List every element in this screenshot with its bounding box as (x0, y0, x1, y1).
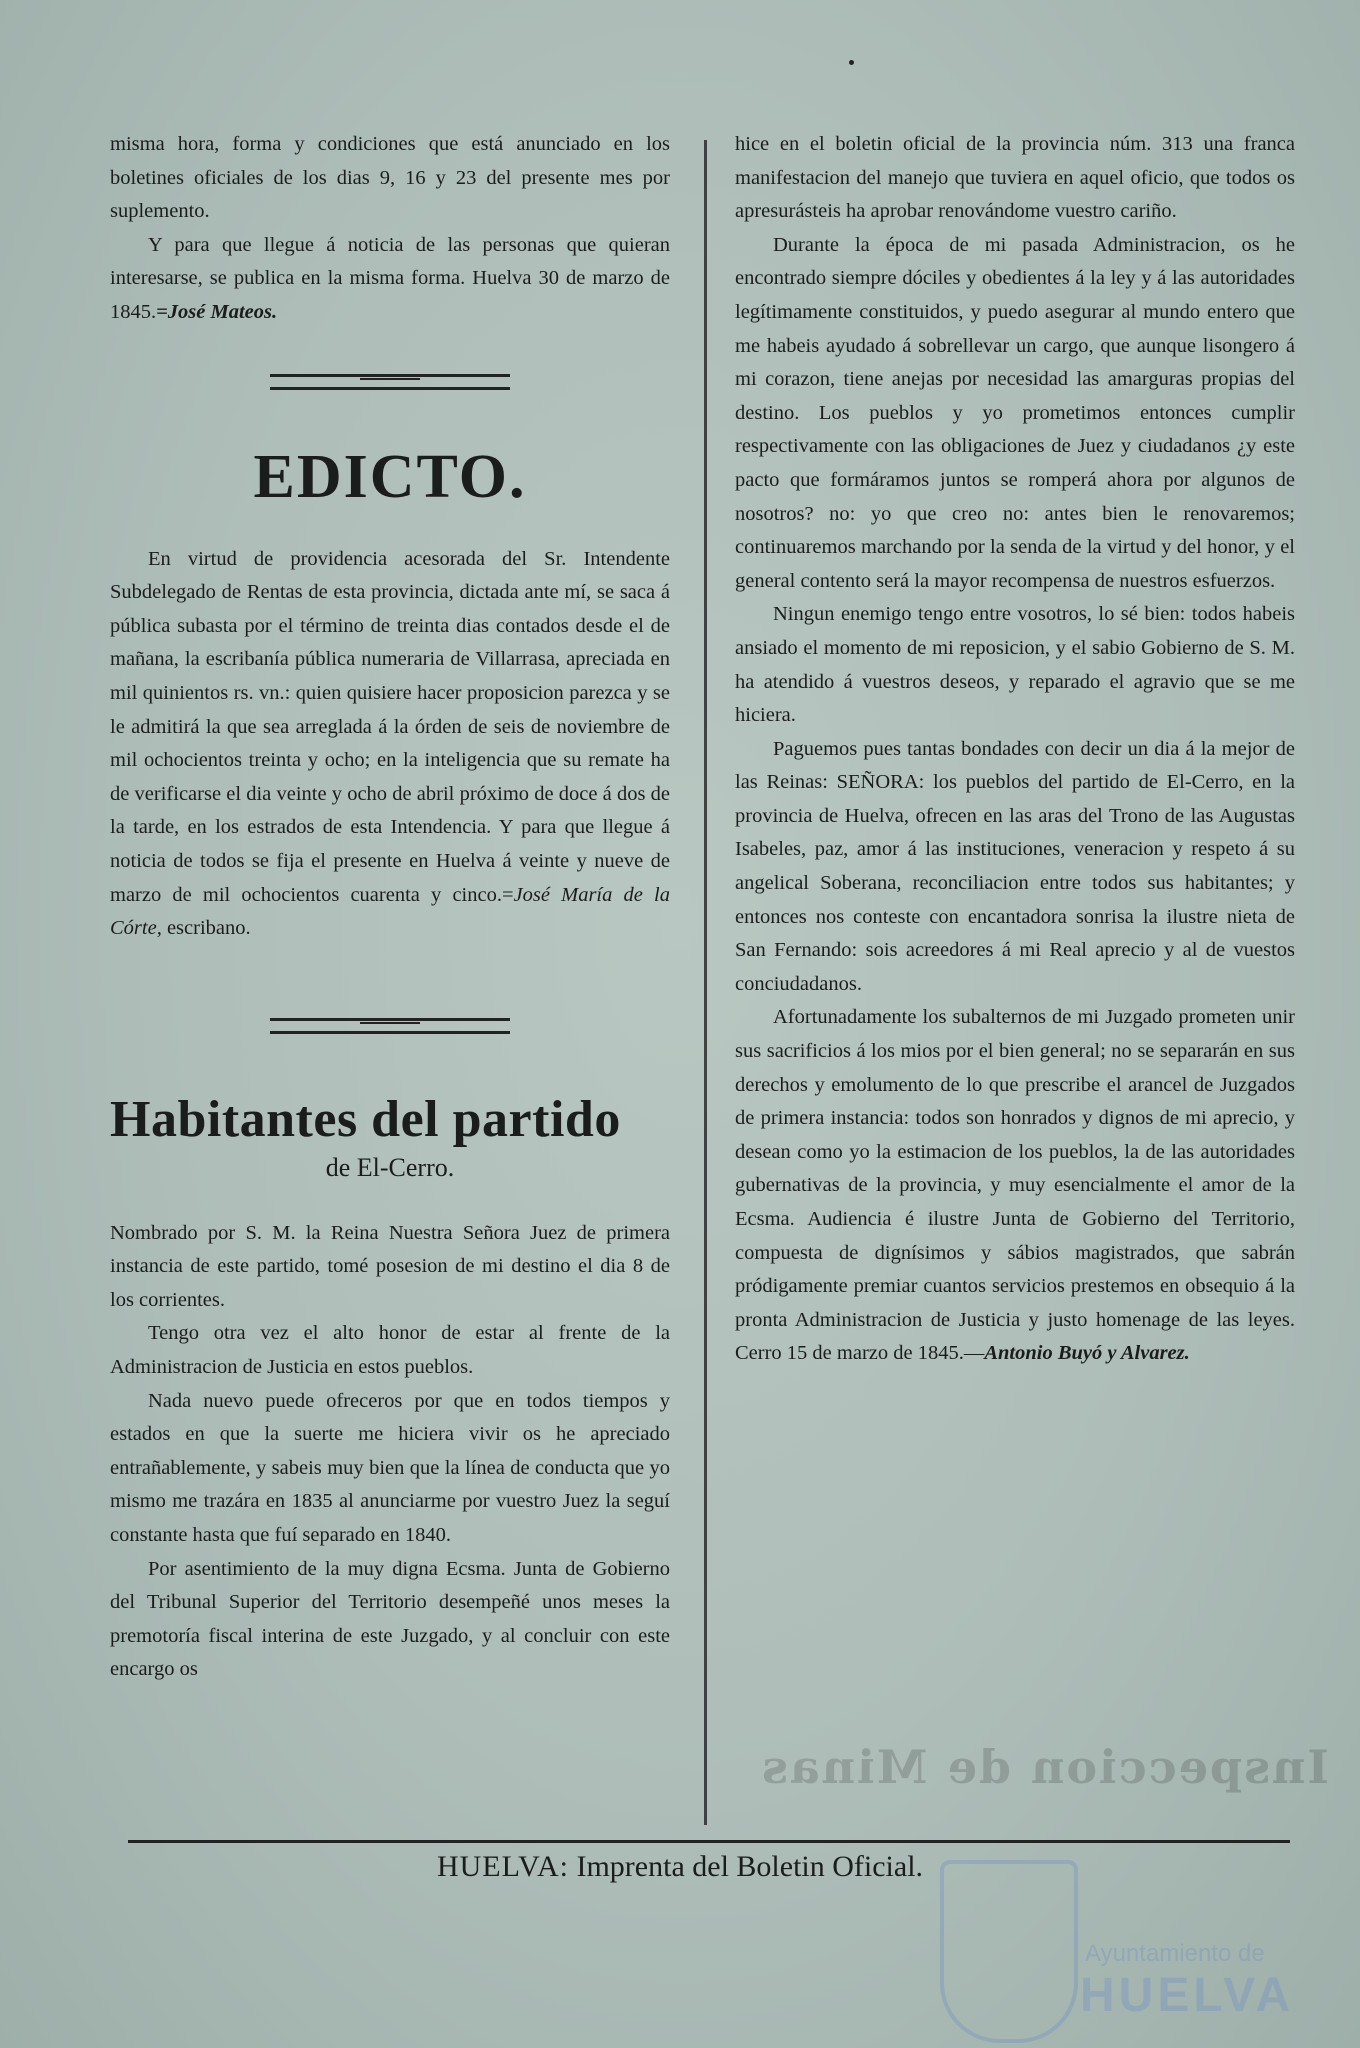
right-column (735, 128, 1295, 1371)
column-divider (704, 140, 707, 1825)
edicto-body-text: En virtud de providencia acesorada del Sr. Intendente Subdelegado de Rentas de esta provincia, dictada ante mí, se saca á pública subasta por el término de treinta dias contados desde el de mañana, la escribanía pública numeraria de Villarrasa, apreciada en mil quinientos rs. vn.: quien quisiere hacer proposicion parezca y se le admitirá la que sea arreglada á la órden de seis de noviembre de mil ochocientos treinta y ocho; en la inteligencia que su remate ha de verificarse el dia veinte y ocho de abril próximo de doce á dos de la tarde, en los estrados de esta Intendencia. Y para que llegue á noticia de todos se fija el presente en Huelva á veinte y nueve de marzo de mil ochocientos cuarenta y cinco.= (110, 547, 670, 906)
edicto-body (110, 543, 670, 946)
right-paragraph-4: Paguemos pues tantas bondades con decir un dia á la mejor de las Reinas: SEÑORA: los pueblos del partido de El-Cerro, en la provincia de Huelva, ofrecen en las aras del Trono de las Augustas Isabeles, paz, amor á las instituciones, veneracion y respeto á su angelical Soberana, reconciliacion entre todos sus habitantes; y entonces nos conteste con encantadora sonrisa la ilustre nieta de San Fernando: sois acreedores á mi Real aprecio y al de vuestos conciudadanos. (735, 737, 1295, 995)
edicto-signature-name: José María de la Córte, (110, 883, 670, 940)
bleed-through-text: Inspeccion de Minas (760, 1740, 1329, 1794)
habitantes-paragraph-2: Tengo otra vez el alto honor de estar al frente de la Administracion de Justicia en estos pueblos. (110, 1322, 670, 1379)
edicto-signature-role: escribano. (161, 917, 251, 940)
right-paragraph-3: Ningun enemigo tengo entre vosotros, lo sé bien: todos habeis ansiado el momento de mi reposicion, y el sabio Gobierno de S. M. ha atendido á vuestros deseos, y reparado el agravio que se me hiciera. (735, 603, 1295, 727)
footer-rule (128, 1840, 1290, 1843)
footer-text: Imprenta del Boletin Oficial. (568, 1850, 924, 1883)
intro-paragraph-2-text: Y para que llegue á noticia de las personas que quieran interesarse, se publica en la misma forma. Huelva 30 de marzo de 1845. (110, 233, 670, 323)
coat-of-arms-icon (940, 1860, 1078, 2043)
habitantes-paragraph-3: Nada nuevo puede ofreceros por que en todos tiempos y estados en que la suerte me hiciera vivir os he apreciado entrañablemente, y sabeis muy bien que la línea de conducta que yo mismo me trazára en 1835 al anunciarme por vuestro Juez la seguí constante hasta que fuí separado en 1840. (110, 1389, 670, 1547)
intro-signature: =José Mateos. (156, 300, 278, 323)
intro-paragraph-1: misma hora, forma y condiciones que está anunciado en los boletines oficiales de los dias 9, 16 y 23 del presente mes por suplemento. (110, 133, 670, 223)
watermark-line-1: Ayuntamiento de (1085, 1940, 1265, 1967)
right-paragraph-2: Durante la época de mi pasada Administracion, os he encontrado siempre dóciles y obedientes á la ley y á las autoridades legítimamente constituidos, y puedo asegurar al mundo entero que me habeis ayudado á sobrellevar un cargo, que aunque lisongero á mi corazon, tiene anejas por necesidad las amarguras propias del destino. Los pueblos y yo prometimos entonces cumplir respectivamente con las obligaciones de Juez y ciudadanos ¿y este pacto que formáramos juntos se romperá ahora por algunos de nosotros? no: yo que creo no: antes bien le renovaremos; continuaremos marchando por la senda de la virtud y del honor, y el general contento será la mayor recompensa de nuestros esfuerzos. (735, 233, 1295, 592)
separator-rule-1 (270, 374, 510, 390)
separator-rule-2 (270, 1018, 510, 1034)
habitantes-subtitle: de El-Cerro. (325, 1152, 455, 1182)
judge-signature: Antonio Buyó y Alvarez. (984, 1342, 1190, 1365)
footer-place: HUELVA: (436, 1850, 569, 1883)
right-paragraph-5-text: Afortunadamente los subalternos de mi Juzgado prometen unir sus sacrificios á los mios por el bien general; no se separarán en sus derechos y emolumento de lo que prescribe el arancel de Juzgados de primera instancia: todos son honrados y dignos de mi aprecio, y desean como yo la estimacion de los pueblos, la de las autoridades gubernativas de la provincia, y muy esencialmente el amor de la Ecsma. Audiencia é ilustre Junta de Gobierno del Territorio, compuesta de dignísimos y sábios magistrados, que sabrán pródigamente premiar cuantos servicios prestemos en obsequio á la pronta Administracion de Justicia y justo homenage de las leyes. Cerro 15 de marzo de 1845.— (735, 1006, 1295, 1365)
right-paragraph-1: hice en el boletin oficial de la provincia núm. 313 una franca manifestacion del manejo que tuviera en aquel oficio, que todos os apresurásteis ha aprobar renovándome vuestro cariño. (735, 133, 1295, 223)
left-column (110, 128, 670, 1687)
intro-paragraph-2 (110, 229, 670, 330)
edicto-title: EDICTO. (253, 442, 527, 511)
archive-watermark (940, 1860, 1300, 2040)
habitantes-title: Habitantes del partido (110, 1090, 621, 1148)
habitantes-paragraph-4: Por asentimiento de la muy digna Ecsma. Junta de Gobierno del Tribunal Superior del Territorio desempeñé unos meses la premotoría fiscal interina de este Juzgado, y al concluir con este encargo os (110, 1557, 670, 1681)
watermark-line-2: HUELVA (1080, 1969, 1295, 2022)
right-paragraph-5 (735, 1001, 1295, 1371)
habitantes-paragraph-1: Nombrado por S. M. la Reina Nuestra Señora Juez de primera instancia de este partido, tomé posesion de mi destino el dia 8 de los corrientes. (110, 1221, 670, 1311)
page-mark (849, 60, 854, 65)
